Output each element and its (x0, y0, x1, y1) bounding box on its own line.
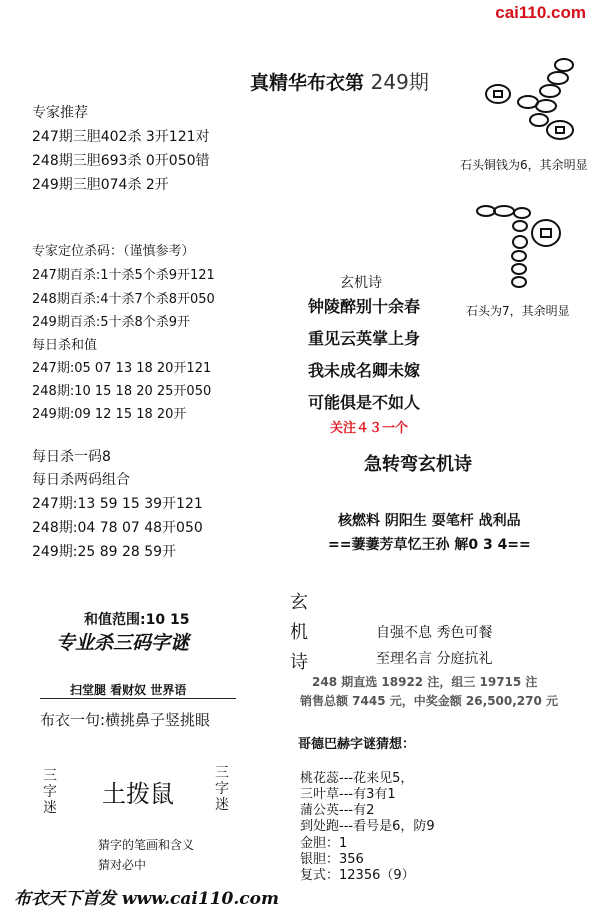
poem-note: 关注４３一个 (330, 421, 409, 436)
xuanji-words-line: 自强不息 秀色可餐 (376, 625, 493, 641)
position-kill-line: 249期百杀:5十杀8个杀9开 (32, 315, 191, 330)
daily-kill-two-line: 248期:04 78 07 48开050 (32, 520, 203, 536)
riddle-hint: 猜对必中 (98, 858, 147, 872)
xuanji-poem-line: 重见云英掌上身 (308, 329, 421, 348)
xuanji-char: 诗 (290, 652, 308, 673)
divider (40, 698, 236, 699)
daily-kill-two-line: 247期:13 59 15 39开121 (32, 496, 203, 512)
xuanji-poem-line: 可能俱是不如人 (308, 393, 421, 412)
riddle-side-char: 迷 (43, 800, 57, 816)
position-kill-heading: 专家定位杀码：（谨慎参考） (32, 244, 195, 259)
title-main: 真精华布衣第 (250, 72, 365, 94)
xuanji-poem-line: 钟陵醉别十余春 (308, 297, 421, 316)
title-issue: 249期 (370, 70, 429, 94)
sum-range: 和值范围:10 15 (84, 612, 190, 628)
xuanji-vertical-label (290, 588, 314, 678)
riddle-side-char: 三 (43, 768, 57, 784)
xuanji-poem-line: 我未成名卿未嫁 (308, 361, 421, 380)
position-kill-line: 247期百杀:1十杀5个杀9开121 (32, 268, 215, 283)
sales-line: 销售总额 7445 元，中奖金额 26,500,270 元 (300, 694, 559, 708)
expert-heading: 专家推荐 (32, 105, 88, 121)
multi-pick: 复式：12356（9） (300, 868, 415, 883)
turn-poem-line: 核燃料 阴阳生 耍笔杆 战利品 (338, 513, 521, 529)
site-brand[interactable]: cai110.com (495, 3, 586, 22)
xuanji-poem-heading: 玄机诗 (340, 275, 382, 291)
goedel-line: 到处跑---看号是6，防9 (300, 819, 435, 834)
xuanji-words-line: 至理名言 分庭抗礼 (376, 651, 493, 667)
stone-coin-drawing-1 (478, 56, 588, 156)
xuanji-char: 机 (290, 622, 308, 643)
goedel-line: 蒲公英---有2 (300, 803, 375, 818)
expert-line: 247期三胆402杀 3开121对 (32, 129, 210, 145)
position-kill-line: 248期百杀:4十杀7个杀8开050 (32, 292, 215, 307)
riddle-side-char: 三 (215, 765, 229, 781)
riddle-side-label-left (40, 768, 60, 816)
silver-pick: 银胆：356 (300, 852, 364, 867)
daily-kill-one: 每日杀一码8 (32, 449, 111, 465)
page-title (250, 66, 429, 95)
buyi-sentence: 布衣一句:横挑鼻子竖挑眼 (40, 711, 211, 729)
sales-line: 248 期直选 18922 注，组三 19715 注 (312, 675, 538, 689)
riddle-word: 土拨鼠 (102, 780, 174, 808)
riddle-hint: 猜字的笔画和含义 (98, 838, 195, 852)
riddle-side-char: 迷 (215, 797, 229, 813)
pro-kill-title: 专业杀三码字谜 (56, 632, 190, 654)
xuanji-char: 玄 (290, 592, 308, 613)
turn-poem-title: 急转弯玄机诗 (364, 454, 472, 475)
turn-poem-line: ==萋萋芳草忆王孙 解0 3 4== (328, 537, 531, 553)
stone-caption-2: 石头为7，其余明显 (466, 304, 570, 318)
goedel-line: 桃花蕊---花来见5， (300, 771, 414, 786)
stone-coin-drawing-2 (476, 200, 576, 295)
daily-kill-sum-line: 247期:05 07 13 18 20开121 (32, 361, 212, 376)
riddle-side-label-right (212, 765, 232, 813)
daily-kill-two-line: 249期:25 89 28 59开 (32, 544, 177, 560)
daily-kill-two-heading: 每日杀两码组合 (32, 472, 130, 488)
goedel-heading: 哥德巴赫字谜猜想： (298, 737, 416, 752)
sweep-line: 扫堂腿 看财奴 世界语 (70, 683, 187, 697)
expert-line: 249期三胆074杀 2开 (32, 177, 169, 193)
footer-brand[interactable]: 布衣天下首发 www.cai110.com (14, 889, 279, 909)
goedel-line: 三叶草---有3有1 (300, 787, 396, 802)
gold-pick: 金胆：1 (300, 836, 348, 851)
expert-line: 248期三胆693杀 0开050错 (32, 153, 210, 169)
stone-caption-1: 石头铜钱为6，其余明显 (460, 158, 588, 172)
daily-kill-sum-line: 249期:09 12 15 18 20开 (32, 407, 187, 422)
daily-kill-sum-heading: 每日杀和值 (32, 338, 98, 353)
daily-kill-sum-line: 248期:10 15 18 20 25开050 (32, 384, 212, 399)
riddle-side-char: 字 (215, 781, 229, 797)
riddle-side-char: 字 (43, 784, 57, 800)
